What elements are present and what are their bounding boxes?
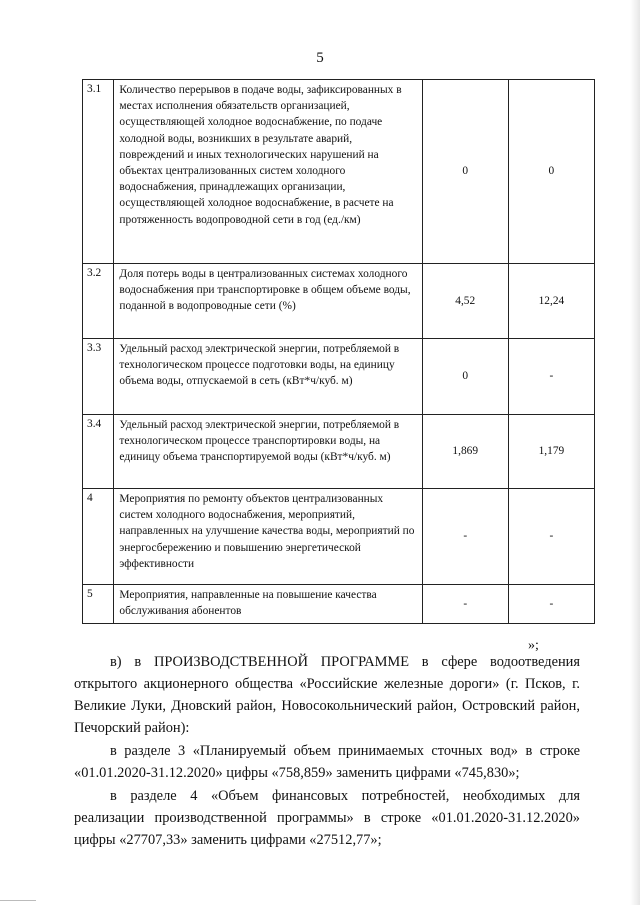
row-value-1: 4,52 <box>422 264 508 339</box>
row-value-1: 0 <box>422 339 508 415</box>
page-number: 5 <box>316 50 324 66</box>
closing-quote: »; <box>528 638 539 653</box>
row-value-1: - <box>422 489 508 585</box>
row-value-1: 1,869 <box>422 415 508 489</box>
table-row <box>83 415 595 489</box>
paragraph-sewerage-program: в) в ПРОИЗВОДСТВЕННОЙ ПРОГРАММЕ в сфере водоотведения открытого акционерного общества «Российские железные дороги» (г. Псков, г. Великие Луки, Дновский район, Новосокольнический район, Островский район, Печорский район): <box>74 654 580 736</box>
row-value-2: 1,179 <box>508 415 594 489</box>
row-value-1: 0 <box>422 80 508 264</box>
table-row <box>83 264 595 339</box>
row-description: Мероприятия, направленные на повышение качества обслуживания абонентов <box>114 585 422 624</box>
row-description: Количество перерывов в подаче воды, зафиксированных в местах исполнения обязательств организацией, осуществляющей холодное водоснабжение, по подаче холодной воды, возникших в результате аварий, повреждений и иных технологических нарушений на объектах централизованных систем холодного водоснабжения, принадлежащих организации, осуществляющей холодное водоснабжение, в расчете на протяженность водопроводной сети в год (ед./км) <box>114 80 422 264</box>
scan-bottom-mark <box>0 900 36 901</box>
row-number: 3.1 <box>83 80 114 264</box>
row-value-2: - <box>508 339 594 415</box>
table-row <box>83 80 595 264</box>
row-description: Удельный расход электрической энергии, потребляемой в технологическом процессе транспортировки воды, на единицу объема транспортируемой воды (кВт*ч/куб. м) <box>114 415 422 489</box>
row-number: 3.3 <box>83 339 114 415</box>
paragraph-section-4: в разделе 4 «Объем финансовых потребностей, необходимых для реализации производственной программы» в строке «01.01.2020-31.12.2020» цифры «27707,33» заменить цифрами «27512,77»; <box>74 788 580 848</box>
paragraph-section-3: в разделе 3 «Планируемый объем принимаемых сточных вод» в строке «01.01.2020-31.12.2020» цифры «758,859» заменить цифрами «745,830»; <box>74 743 580 781</box>
table-row <box>83 585 595 624</box>
row-description: Удельный расход электрической энергии, потребляемой в технологическом процессе подготовки воды, на единицу объема воды, отпускаемой в сеть (кВт*ч/куб. м) <box>114 339 422 415</box>
indicators-table <box>82 79 595 624</box>
table-row <box>83 489 595 585</box>
row-description: Доля потерь воды в централизованных системах холодного водоснабжения при транспортировке в общем объеме воды, поданной в водопроводные сети (%) <box>114 264 422 339</box>
row-description: Мероприятия по ремонту объектов централизованных систем холодного водоснабжения, мероприятий, направленных на улучшение качества воды, мероприятий по энергосбережению и повышению энергетической эффективности <box>114 489 422 585</box>
scan-edge <box>630 0 640 905</box>
row-value-2: - <box>508 489 594 585</box>
row-value-1: - <box>422 585 508 624</box>
row-number: 4 <box>83 489 114 585</box>
row-number: 3.2 <box>83 264 114 339</box>
row-number: 5 <box>83 585 114 624</box>
row-number: 3.4 <box>83 415 114 489</box>
row-value-2: 12,24 <box>508 264 594 339</box>
row-value-2: 0 <box>508 80 594 264</box>
table-row <box>83 339 595 415</box>
row-value-2: - <box>508 585 594 624</box>
